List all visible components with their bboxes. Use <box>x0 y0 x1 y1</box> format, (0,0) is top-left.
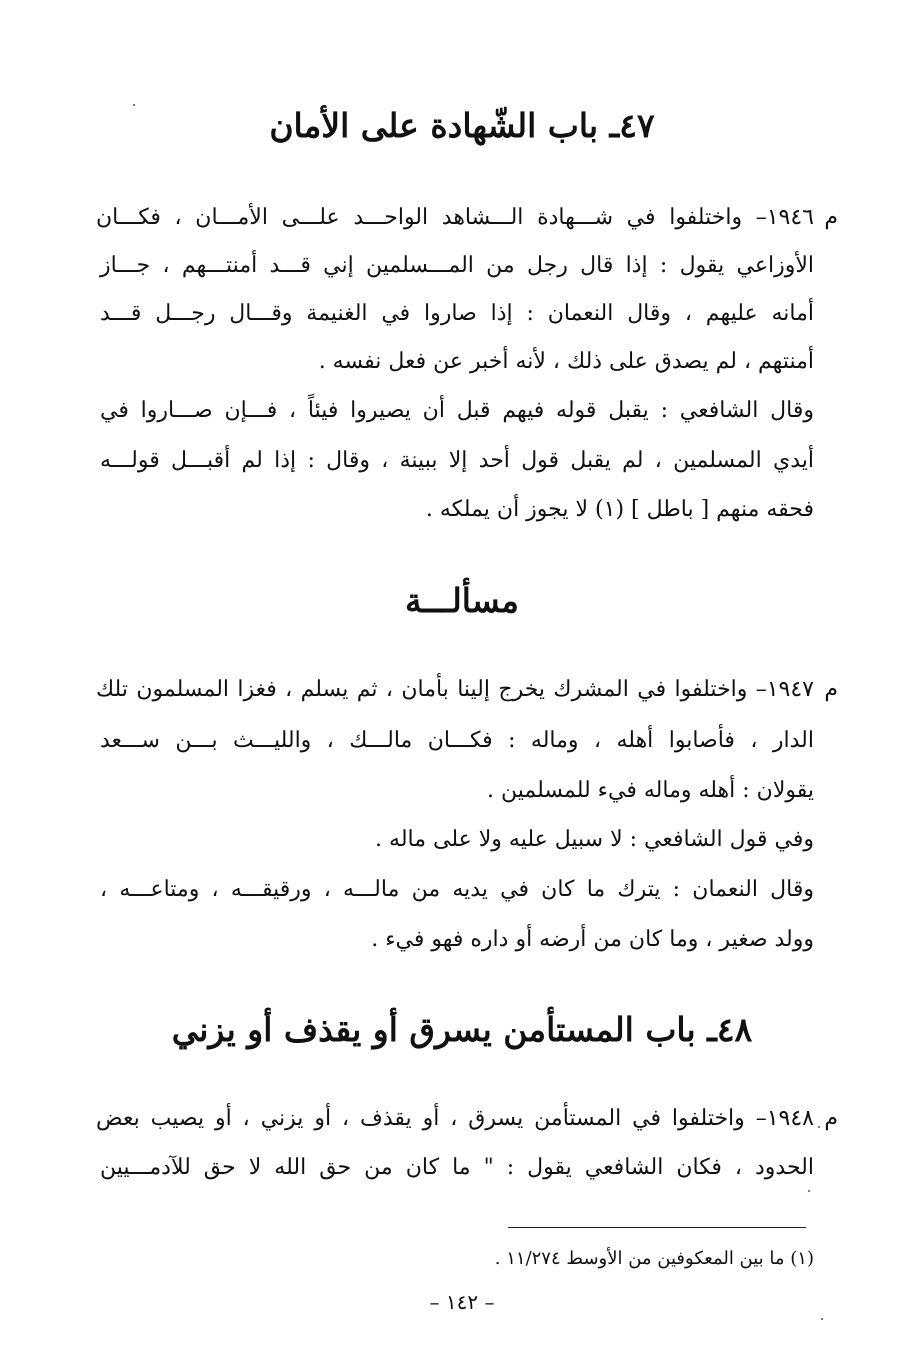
entry-1946-line-6: أيدي المسلمين ، لم يقبل قول أحد إلا ببينة ، وقال : إذا لم أقبـــل قولـــه <box>100 448 814 473</box>
entry-1947-line-6: وولد صغير ، وما كان من أرضه أو داره فهو فيء . <box>371 927 814 952</box>
scan-speck <box>818 1126 820 1128</box>
scan-speck <box>808 1190 810 1192</box>
entry-1946-line-5: وقال الشافعي : يقبل قوله فيهم قبل أن يصيروا فيئاً ، فـــإن صـــاروا في <box>100 398 814 423</box>
entry-1946-line-4: أمنتهم ، لم يصدق على ذلك ، لأنه أخبر عن فعل نفسه . <box>318 349 814 374</box>
entry-1946-marker: م <box>824 205 838 230</box>
entry-1947-marker: م <box>824 677 838 702</box>
page-number: – ١٤٢ – <box>429 1290 495 1314</box>
footnote-separator <box>508 1227 806 1228</box>
footnote-1: (١) ما بين المعكوفين من الأوسط ١١/٢٧٤ . <box>494 1248 814 1269</box>
entry-1947-line-4: وفي قول الشافعي : لا سبيل عليه ولا على ماله . <box>375 827 814 852</box>
entry-1946-line-2: الأوزاعي يقول : إذا قال رجل من المـــسلمين إني قـــد أمنتـــهم ، جـــاز <box>100 253 814 278</box>
entry-1946-line-3: أمانه عليهم ، وقال النعمان : إذا صاروا في الغنيمة وقـــال رجـــل قـــد <box>100 301 814 326</box>
chapter-48-title: ٤٨ـ باب المستأمن يسرق أو يقذف أو يزني <box>171 1010 753 1049</box>
entry-1948-marker: م <box>824 1106 838 1131</box>
entry-1948-line-2: الحدود ، فكان الشافعي يقول : " ما كان من حق الله لا حق للآدمـــيين <box>100 1155 814 1180</box>
entry-1947-line-1: ١٩٤٧– واختلفوا في المشرك يخرج إلينا بأمان ، ثم يسلم ، فغزا المسلمون تلك <box>96 677 814 702</box>
scan-speck <box>821 1318 823 1320</box>
entry-1946-line-7: فحقه منهم [ باطل ] (١) لا يجوز أن يملكه . <box>425 497 814 522</box>
entry-1947-line-5: وقال النعمان : يترك ما كان في يديه من مالـــه ، ورقيقـــه ، ومتاعـــه ، <box>100 877 814 902</box>
masala-heading: مسألـــة <box>405 581 519 620</box>
entry-1947-line-3: يقولان : أهله وماله فيء للمسلمين . <box>486 778 814 803</box>
scan-speck <box>133 104 135 106</box>
chapter-47-title: ٤٧ـ باب الشّهادة على الأمان <box>269 106 655 145</box>
entry-1946-line-1: ١٩٤٦– واختلفوا في شـــهادة الـــشاهد الواحـــد علـــى الأمـــان ، فكـــان <box>96 205 814 230</box>
entry-1948-line-1: ١٩٤٨– واختلفوا في المستأمن يسرق ، أو يقذف ، أو يزني ، أو يصيب بعض <box>96 1106 814 1131</box>
entry-1947-line-2: الدار ، فأصابوا أهله ، وماله : فكـــان مالـــك ، والليـــث بـــن ســـعد <box>100 728 814 753</box>
